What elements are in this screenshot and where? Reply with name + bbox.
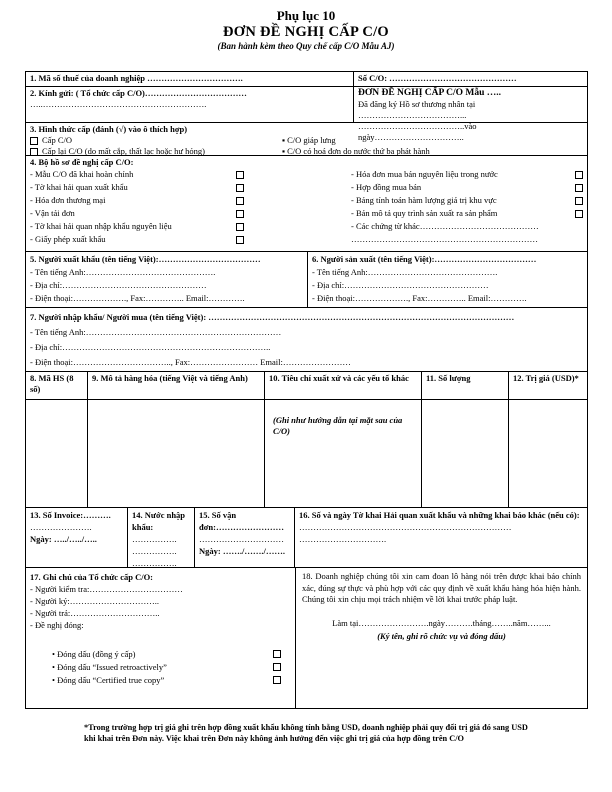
bl-date-label: Ngày: ……./……./…….: [199, 546, 285, 556]
section-17-title: 17. Ghi chú của Tổ chức cấp C/O:: [30, 572, 154, 582]
bl-dots: …………………………: [199, 534, 284, 544]
declaration-text: 18. Doanh nghiệp chúng tôi xin cam đoan lô hàng nói trên được khai báo chính xác, đúng sự thực và phù hợp với các quy định về xuất khẩu hàng hóa hiện hành. Chúng tôi xin chịu mọi trách nhiệm về lời khai trước pháp luật.: [302, 571, 581, 604]
import-country-label: 14. Nước nhập khẩu:: [132, 510, 186, 532]
checkbox-reissue-co[interactable]: [30, 148, 38, 156]
dossier-list-right: [351, 168, 583, 246]
origin-criteria-note: (Ghi như hướng dẫn tại mặt sau của C/O): [273, 415, 403, 436]
dossier-item: [30, 181, 244, 194]
stamp-label: • Đóng dấu (đồng ý cấp): [52, 648, 135, 660]
row-sections-17-18: [26, 568, 587, 708]
appendix-label: Phụ lục 10: [276, 8, 336, 23]
section-17-issuer-notes: [26, 568, 295, 708]
section-14-import-country: [127, 508, 194, 567]
checker-line: - Người kiểm tra:……………………………: [30, 584, 183, 594]
goods-cell-value-usd: [508, 400, 587, 507]
dossier-item: [351, 168, 583, 181]
field-tax-id-label: 1. Mã số thuế của doanh nghiệp …………………………….: [30, 73, 243, 83]
exporter-english-name: - Tên tiếng Anh:……………………………………….: [30, 267, 216, 277]
signer-line: - Người ký:…………………………..: [30, 596, 160, 606]
option-label: Cấp C/O: [42, 135, 72, 145]
option-third-party-invoice: ▪ C/O có hoá đơn do nước thứ ba phát hành: [282, 146, 430, 157]
page-header: [0, 8, 612, 51]
import-country-dots: …………….: [132, 558, 177, 568]
dossier-item: [30, 220, 244, 233]
import-country-dots: …………….: [132, 546, 177, 556]
checkbox-stamp-approve[interactable]: [273, 650, 281, 658]
co-application-form: [25, 71, 588, 709]
exporter-contacts: - Điện thoại:………………., Fax:………….. Email:………….: [30, 293, 245, 303]
importer-english-name: - Tên tiếng Anh:……………………………………………………………: [30, 327, 282, 337]
checkbox-domestic-materials-invoice[interactable]: [575, 171, 583, 179]
producer-address: - Địa chỉ:……………………………………………: [312, 280, 489, 290]
registration-line-1: Đã đăng ký Hồ sơ thương nhân tại ………………………………...: [358, 99, 476, 120]
dossier-item-label: - Bản mô tả quy trình sản xuất ra sản phẩm: [351, 208, 498, 218]
producer-contacts: - Điện thoại:………………., Fax:………….. Email:………….: [312, 293, 527, 303]
goods-table-body: [26, 400, 587, 508]
stamp-request-line: - Đề nghị đóng:: [30, 620, 84, 630]
import-country-dots: …………….: [132, 534, 177, 544]
goods-header-origin-criteria: 10. Tiêu chí xuất xứ và các yếu tố khác: [264, 372, 421, 399]
dossier-item-label: - Hóa đơn thương mại: [30, 195, 106, 205]
section-5-exporter: [26, 252, 307, 307]
stamp-option-certified-true-copy: [52, 673, 281, 686]
checkbox-commercial-invoice[interactable]: [236, 197, 244, 205]
addressee-line-1: 2. Kính gửi: ( Tổ chức cấp C/O)………………………………: [30, 88, 247, 98]
dossier-item-label: - Mẫu C/O đã khai hoàn chỉnh: [30, 169, 134, 179]
checkbox-stamp-issued-retroactively[interactable]: [273, 663, 281, 671]
goods-table-header: [26, 372, 587, 400]
checkbox-bill-of-lading[interactable]: [236, 210, 244, 218]
stamp-label: • Đóng dấu “Issued retroactively”: [52, 661, 167, 673]
dossier-item: [351, 207, 583, 220]
customs-declaration-label: 16. Số và ngày Tờ khai Hải quan xuất khẩu và những khai báo khác (nếu có):: [299, 510, 580, 520]
dossier-item: [30, 207, 244, 220]
checkbox-export-customs-declaration[interactable]: [236, 184, 244, 192]
page-title: ĐƠN ĐỀ NGHỊ CẤP C/O: [222, 24, 389, 40]
field-co-number-label: Số C/O: ………………………………………: [353, 72, 587, 86]
checkbox-stamp-certified-true-copy[interactable]: [273, 676, 281, 684]
stamp-option-approve: [52, 647, 281, 660]
goods-cell-origin-criteria: [264, 400, 421, 507]
goods-header-hs-code: 8. Mã HS (8 số): [30, 373, 74, 394]
section-15-bill-of-lading: [194, 508, 294, 567]
dossier-other-documents: - Các chứng từ khác……………………………………: [351, 221, 539, 231]
goods-cell-description: [87, 400, 264, 507]
signature-instruction: (Ký tên, ghi rõ chức vụ và đóng dấu): [377, 630, 506, 641]
dossier-item: [30, 168, 244, 181]
invoice-date-label: Ngày: …../…../…..: [30, 534, 97, 544]
checkbox-regional-value-calculation[interactable]: [575, 197, 583, 205]
section-13-invoice: [26, 508, 127, 567]
dossier-list-left: [30, 168, 244, 246]
page-subtitle: (Ban hành kèm theo Quy chế cấp C/O Mẫu AJ): [217, 41, 395, 51]
goods-cell-quantity: [421, 400, 508, 507]
row-section-7: [26, 308, 587, 372]
row-sections-5-6: [26, 252, 587, 308]
addressee-line-2: …..………………………………………………….: [30, 99, 207, 109]
stamp-label: • Đóng dấu “Certified true copy”: [52, 674, 164, 686]
row-section-4: [26, 156, 587, 252]
exporter-address: - Địa chỉ:……………………………………………: [30, 280, 207, 290]
form-subtitle: ĐƠN ĐỀ NGHỊ CẤP C/O Mẫu …..: [358, 88, 502, 98]
option-back-to-back-co: ▪ C/O giáp lưng: [282, 135, 430, 146]
dossier-item: [30, 194, 244, 207]
option-issue-co: [30, 135, 282, 146]
section-4-title: 4. Bộ hồ sơ đề nghị cấp C/O:: [30, 157, 134, 167]
dossier-item-label: - Giấy phép xuất khẩu: [30, 234, 106, 244]
dossier-other-documents-dots: …………………………………………………………: [351, 234, 538, 244]
dossier-item-label: - Hợp đồng mua bán: [351, 182, 422, 192]
goods-header-description: 9. Mô tả hàng hóa (tiếng Việt và tiếng Anh): [87, 372, 264, 399]
checkbox-issue-co[interactable]: [30, 137, 38, 145]
checkbox-production-process-description[interactable]: [575, 210, 583, 218]
invoice-dots: ………………….: [30, 522, 92, 532]
issuance-options-left: [30, 135, 282, 157]
section-4-dossier: [26, 156, 587, 251]
registration-line-2: ………………………………..vào ngày…………………………..: [358, 121, 477, 142]
customs-declaration-dots: ………………………….: [299, 534, 387, 544]
checkbox-export-license[interactable]: [236, 236, 244, 244]
section-16-customs-declaration: [294, 508, 587, 567]
importer-contacts: - Điện thoại:…………………………….., Fax:…………………… Email:……………………: [30, 357, 351, 367]
producer-english-name: - Tên tiếng Anh:……………………………………….: [312, 267, 498, 277]
stamp-option-issued-retroactively: [52, 660, 281, 673]
row-section-1: [26, 72, 587, 87]
checkbox-import-materials-declaration[interactable]: [236, 223, 244, 231]
customs-declaration-dots: …………………………………………………………………: [299, 522, 512, 532]
goods-header-value-usd: 12. Trị giá (USD)*: [508, 372, 587, 399]
place-date-line: Làm tại…………………….ngày……….tháng……..năm……...: [332, 617, 551, 628]
dossier-item-label: - Tờ khai hải quan xuất khẩu: [30, 182, 128, 192]
section-2-addressee: [26, 87, 353, 122]
value-conversion-footnote: *Trong trường hợp trị giá ghi trên hợp đồng xuất khẩu không tính bằng USD, doanh nghiệp phải quy đổi trị giá đó sang USD khi khai trên Đơn này. Việc khai trên Đơn này không ảnh hưởng đến việc ghi trị giá của hợp đồng trên C/O: [84, 723, 528, 743]
checkbox-completed-co-form[interactable]: [236, 171, 244, 179]
dossier-item: [351, 194, 583, 207]
dossier-item-label: - Vận tải đơn: [30, 208, 75, 218]
section-3-title: 3. Hình thức cấp (đánh (√) vào ô thích hợp): [30, 124, 188, 134]
returner-line: - Người trả:…………………………..: [30, 608, 160, 618]
dossier-item-label: - Bảng tính toán hàm lượng giá trị khu vực: [351, 195, 497, 205]
invoice-number-label: 13. Số Invoice:……….: [30, 510, 111, 520]
dossier-item-label: - Hóa đơn mua bán nguyên liệu trong nước: [351, 169, 498, 179]
checkbox-sales-contract[interactable]: [575, 184, 583, 192]
section-18-declaration: [295, 568, 587, 708]
dossier-item: [351, 181, 583, 194]
importer-address: - Địa chỉ:………………………………………………………………..: [30, 342, 271, 352]
section-6-title: 6. Người sản xuất (tên tiếng Việt):………………………………: [312, 254, 537, 264]
row-sections-13-16: [26, 508, 587, 568]
bl-number-label: 15. Số vận đơn:……………………: [199, 510, 284, 532]
section-7-importer: [26, 308, 587, 371]
section-6-producer: [307, 252, 587, 307]
section-7-title: 7. Người nhập khẩu/ Người mua (tên tiếng Việt): ………………………………………………………………………………………………: [30, 312, 515, 322]
goods-header-quantity: 11. Số lượng: [421, 372, 508, 399]
option-label: Cấp lại C/O (do mất cắp, thất lạc hoặc hư hỏng): [42, 146, 205, 156]
dossier-item: [30, 233, 244, 246]
row-section-3: [26, 123, 587, 156]
dossier-item-label: - Tờ khai hải quan nhập khẩu nguyên liệu: [30, 221, 172, 231]
section-5-title: 5. Người xuất khẩu (tên tiếng Việt):………………………………: [30, 254, 261, 264]
section-2-registration: [353, 87, 587, 142]
goods-cell-hs-code: [26, 400, 87, 507]
issuance-options-right: [282, 135, 430, 157]
section-3-issuance-type: [26, 123, 587, 155]
stamp-options: [30, 647, 291, 686]
